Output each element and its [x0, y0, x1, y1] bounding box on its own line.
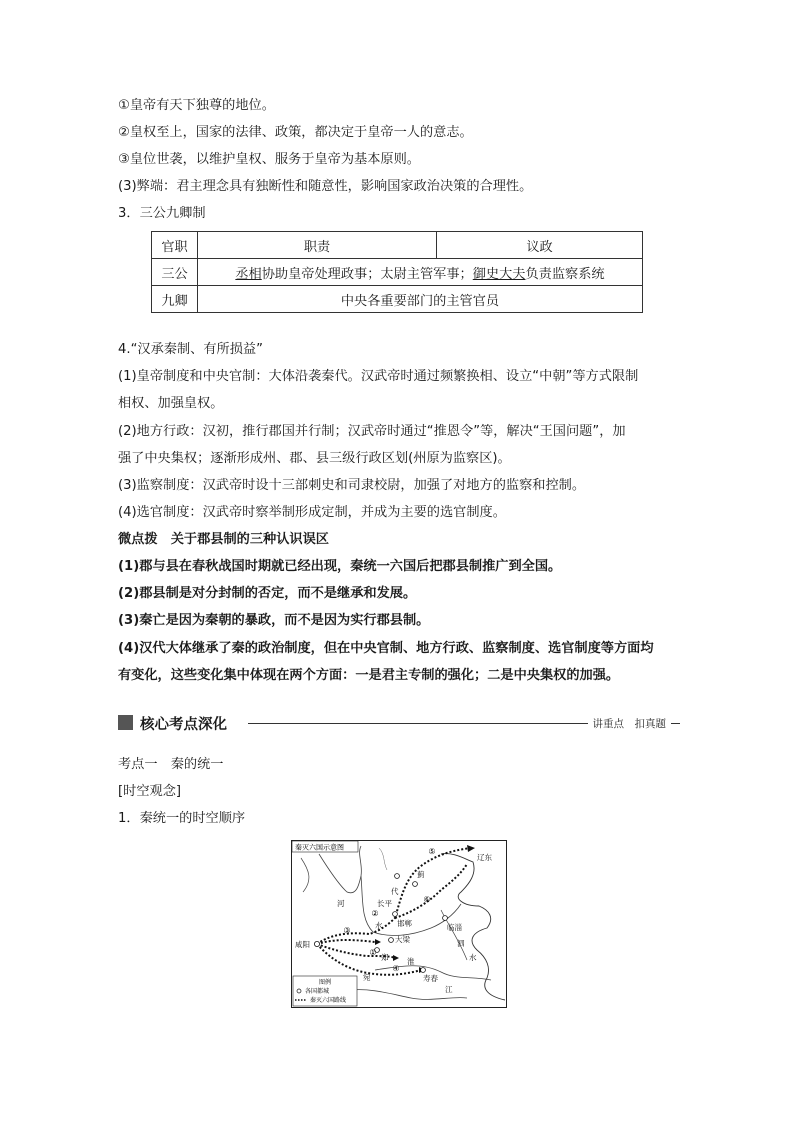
table-cell-underlined: 丞相 — [235, 266, 262, 282]
qin-unification-map — [291, 840, 507, 1008]
table-row — [152, 259, 643, 286]
order-2: ② — [371, 909, 379, 918]
label-he: 河 — [337, 899, 345, 908]
intro-line-4: (3)弊端：君主理念具有独断性和随意性，影响国家政治决策的合理性。 — [118, 179, 533, 194]
sgjq-table — [151, 231, 643, 313]
table-cell: 三公 — [152, 259, 198, 286]
table-row — [152, 286, 643, 313]
kd-item-1: 1．秦统一的时空顺序 — [118, 811, 246, 826]
order-3: ③ — [343, 926, 351, 935]
section-title: 核心考点深化 — [140, 717, 227, 733]
section-square-icon — [118, 715, 133, 730]
table-header-cell: 职责 — [198, 232, 437, 259]
label-shui-a: 水 — [375, 921, 383, 930]
han-p1b: 相权、加强皇权。 — [118, 396, 224, 411]
table-header-cell: 议政 — [437, 232, 643, 259]
map-legend — [293, 976, 357, 1006]
label-linzi: 临淄 — [447, 923, 462, 932]
map-title: 秦灭六国示意图 — [295, 843, 344, 852]
order-4: ④ — [392, 964, 400, 973]
label-huai: 淮 — [407, 957, 415, 966]
intro-line-3: ③皇位世袭，以维护皇权、服务于皇帝为基本原则。 — [118, 152, 420, 167]
legend-capital-icon — [297, 989, 301, 993]
legend-route: 秦灭六国路线 — [310, 997, 347, 1004]
label-daliang: 大梁 — [395, 935, 410, 944]
section-header — [118, 712, 680, 734]
label-handan: 邯郸 — [397, 919, 412, 928]
order-5: ⑤ — [428, 847, 436, 856]
han-heading: 4.“汉承秦制、有所损益” — [118, 342, 263, 357]
han-p1a: (1)皇帝制度和中央官制：大体沿袭秦代。汉武帝时通过频繁换相、设立“中朝”等方式限制 — [118, 369, 639, 384]
table-cell-text: 协助皇帝处理政事；太尉主管军事； — [261, 266, 473, 282]
order-6: ⑥ — [423, 895, 431, 904]
tip-4a: (4)汉代大体继承了秦的政治制度，但在中央官制、地方行政、监察制度、选官制度等方面均 — [118, 641, 654, 656]
intro-line-1: ①皇帝有天下独尊的地位。 — [118, 98, 275, 113]
label-dai: 代 — [391, 887, 399, 896]
tip-heading: 微点拨 关于郡县制的三种认识误区 — [118, 532, 329, 547]
label-ji: 蓟 — [417, 870, 425, 879]
tip-1: (1)郡与县在春秋战国时期就已经出现，秦统一六国后把郡县制推广到全国。 — [118, 559, 562, 574]
label-changping: 长平 — [377, 899, 392, 908]
table-cell-text: 负责监察系统 — [525, 266, 605, 282]
label-shouchun: 寿春 — [423, 974, 438, 983]
kd-title: 考点一 秦的统一 — [118, 757, 224, 772]
table-cell-underlined: 御史大夫 — [472, 266, 526, 282]
han-p2a: (2)地方行政：汉初，推行郡国并行制；汉武帝时通过“推恩令”等，解决“王国问题”，加 — [118, 424, 626, 439]
label-wan: 宛 — [363, 973, 371, 982]
section-right-text: 讲重点 扣真题 — [592, 718, 666, 730]
label-si: 泗 — [457, 939, 465, 948]
tip-4b: 有变化，这些变化集中体现在两个方面：一是君主专制的强化；二是中央集权的加强。 — [118, 668, 620, 683]
label-zheng: 郑 — [381, 953, 389, 962]
tip-2: (2)郡县制是对分封制的否定，而不是继承和发展。 — [118, 586, 417, 601]
section-dash — [671, 723, 680, 724]
label-shui-b: 水 — [469, 953, 477, 962]
kd-tag: [时空观念] — [118, 784, 182, 799]
table-cell: 九卿 — [152, 286, 198, 313]
han-p2b: 强了中央集权；逐渐形成州、郡、县三级行政区划(州原为监察区)。 — [118, 451, 511, 466]
order-1: ① — [369, 948, 377, 957]
legend-title: 图例 — [319, 979, 332, 986]
label-xianyang: 咸阳 — [295, 940, 310, 949]
table-cell: 中央各重要部门的主管官员 — [198, 286, 643, 313]
table-row — [152, 232, 643, 259]
section-rule — [248, 723, 588, 724]
legend-capital: 各国都城 — [305, 988, 330, 995]
table-cell — [198, 259, 643, 286]
han-p4: (4)选官制度：汉武帝时察举制形成定制，并成为主要的选官制度。 — [118, 505, 506, 520]
han-p3: (3)监察制度：汉武帝时设十三部刺史和司隶校尉，加强了对地方的监察和控制。 — [118, 478, 586, 493]
sgjq-heading: 3．三公九卿制 — [118, 206, 206, 221]
label-jiang: 江 — [445, 985, 453, 994]
label-liaodong: 辽东 — [477, 853, 492, 862]
table-header-cell: 官职 — [152, 232, 198, 259]
tip-3: (3)秦亡是因为秦朝的暴政，而不是因为实行郡县制。 — [118, 613, 430, 628]
intro-line-2: ②皇权至上，国家的法律、政策，都决定于皇帝一人的意志。 — [118, 125, 473, 140]
